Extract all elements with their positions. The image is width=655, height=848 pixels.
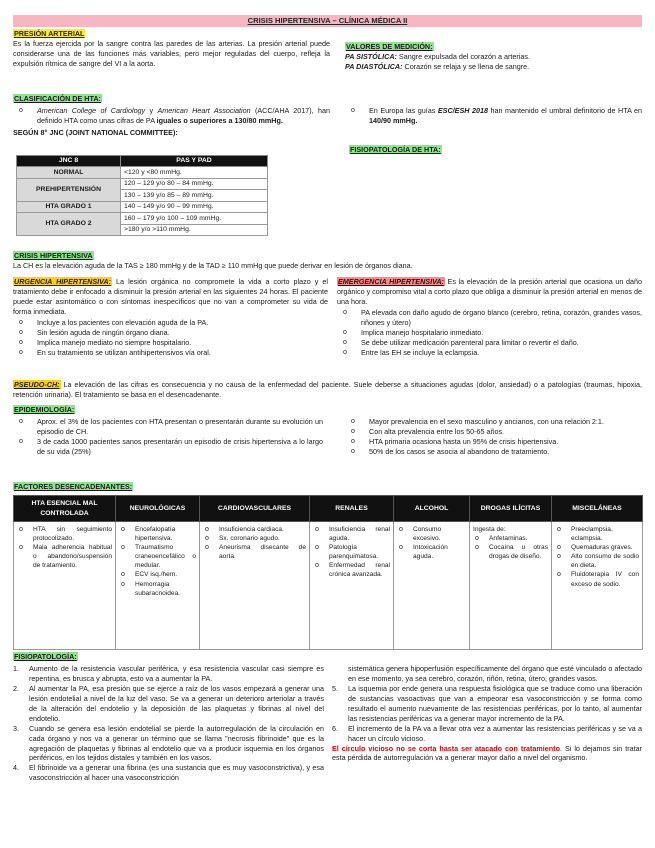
jnc-col-header: PAS Y PAD [121,156,268,167]
factores-cell-alcohol: o Consumo excesivo. o Intoxicación aguda. [394,522,470,650]
urgencia-item: o En su tratamiento se utilizan antihipertensivos vía oral. [13,348,328,358]
fisiopatologia-heading: FISIOPATOLOGÍA: [14,652,77,661]
emergencia-item: o Entre las EH se incluye la eclampsia. [337,348,642,358]
epidemiologia-right [345,417,642,457]
fisiopatologia-step: 3. Cuando se genera esa lesión endotelial se pierde la autorregulación de la circulación en cada órgano y nos va a generar un término que se llama "necrosis fibrinoide" que es la agregación de plaquetas y fibrinas al endotelio que va a producir isquemia en los órganos periféricos, en los tejidos distales y también en los vasos. [13,723,324,763]
emergencia-item: o PA elevada con daño agudo de órgano blanco (cerebro, retina, corazón, grandes vasos, riñones y útero) [337,308,642,328]
epidemiologia-heading: EPIDEMIOLOGÍA: [14,405,75,414]
factores-heading: FACTORES DESENCADENANTES: [14,482,133,491]
fisiopatologia-closing: El círculo vicioso no se corta hasta ser atacado con tratamiento. Si lo dejamos sin tratar esta pérdida de autorregulación va a generar mayor daño a nivel del organismo. [332,743,642,763]
valores-heading: VALORES DE MEDICIÓN: [346,42,433,51]
clasificacion-heading: CLASIFICACIÓN DE HTA: [14,94,101,103]
urgencia-item: o Incluye a los pacientes con elevación aguda de la PA. [13,318,328,328]
presion-heading: PRESIÓN ARTERIAL [14,29,85,38]
factores-table [13,495,643,650]
jnc-row-value: 140 – 149 y/o 90 – 99 mmHg. [121,201,268,213]
factores-col-header: CARDIOVASCULARES [200,496,310,522]
page-title: CRISIS HIPERTENSIVA – CLÍNICA MÉDICA II [247,16,408,25]
emergencia-text: EMERGENCIA HIPERTENSIVA: Es la elevación de la presión arterial que ocasiona un daño orgánico y compromiso vital a corto plazo que obliga a disminuir la presión arterial en menos de una hora. [337,277,642,306]
crisis-section [13,251,642,271]
pa-diastolica: PA DIASTÓLICA: Corazón se relaja y se llena de sangre. [345,61,530,71]
crisis-text: La CH es la elevación aguda de la TAS ≥ 180 mmHg y de la TAD ≥ 110 mmHg que puede derivar en lesión de órganos diana. [13,260,413,270]
urgencia-text: URGENCIA HIPERTENSIVA: La lesión orgánica no compromete la vida a corto plazo y el tratamiento debe ir enfocado a disminuir la presión arterial en las siguientes 24 horas. El paciente puede estar asintomático o con síntomas inespecíficos que no van a comprometer su vida de forma inmediata. [13,277,328,316]
factores-col-header: RENALES [310,496,394,522]
factores-col-header: DROGAS ILÍCITAS [470,496,552,522]
epidemiologia-item: o 50% de los casos se asocia al abandono de tratamiento. [345,447,642,457]
epidemiologia-item: o HTA primaria ocasiona hasta un 95% de crisis hipertensiva. [345,437,642,447]
epidemiologia-item: o Con alta prevalencia entre los 50-65 años. [345,427,642,437]
factores-cell-neuro: o Encefalopatía hipertensiva. o Traumatismo craneoencefálico o medular. o ECV isq./hem. o Hemorragia subaracnoidea. [116,522,200,650]
jnc-row-label: HTA GRADO 1 [17,201,121,213]
fisio-hta-heading-block [349,145,442,155]
emergencia-section [337,277,642,358]
page-header [13,15,642,27]
epidemiologia-item: o Aprox. el 3% de los pacientes con HTA presentan o presentarán durante su evolución un episodio de CH. [13,417,323,437]
factores-cell-misc: o Preeclampsia, eclampsia. o Quemaduras graves. o Alto consumo de sodio en dieta. o Fluidoterapia IV con exceso de sodio. [552,522,643,650]
factores-cell-drogas: Ingesta de: o Anfetaminas. o Cocaína u otras drogas de diseño. [470,522,552,650]
jnc-row-label: HTA GRADO 2 [17,213,121,236]
fisiopatologia-step: 1. Aumento de la resistencia vascular periférica, y esa resistencia vascular casi siempre es repentina, es brusca y abrupta, esto va a aumentar la PA. [13,664,324,683]
jnc-row-value: <120 y <80 mmHg. [121,167,268,179]
pseudo-section [13,380,642,400]
jnc-row-value: >180 y/o >110 mmHg. [121,224,268,236]
factores-cell-renal: o Insuficiencia renal aguda. o Patología parenquimatosa. o Enfermedad renal crónica avanzada. [310,522,394,650]
jnc-col-header: JNC 8 [17,156,121,167]
factores-col-header: ALCOHOL [394,496,470,522]
pa-sistolica: PA SISTÓLICA: Sangre expulsada del corazón a arterias. [345,51,530,61]
jnc-table [16,155,268,236]
urgencia-section [13,277,328,358]
fisiopatologia-heading-block [13,652,78,662]
jnc-row-value: 120 – 129 y/o 80 – 84 mmHg. [121,178,268,190]
clasificacion-item: o American College of Cardiology y American Heart Association (ACC/AHA 2017), han definido HTA como unas cifras de PA iguales o superiores a 130/80 mmHg. [13,106,330,126]
fisiopatologia-step: 4. El fibrinoide va a generar una fibrina (es una sustancia que es muy vasoconstrictiva), y esa vasoconstricción al hacer una vasoconstricción [13,763,324,783]
jnc-row-label: PREHIPERTENSIÓN [17,178,121,201]
pseudo-text: PSEUDO-CH: La elevación de las cifras es consecuencia y no causa de la enfermedad del paciente. Suele deberse a situaciones agudas (dolor, ansiedad) o a patologías (traumas, hipoxia, retención urinaria). El tratamiento se basa en el desencadenante. [13,380,642,399]
fisiopatologia-right [332,664,642,763]
presion-section [13,29,330,69]
fisio-hta-heading: FISIOPATOLOGÍA DE HTA: [350,145,441,154]
epidemiologia-section [13,405,642,415]
valores-section [345,42,642,72]
emergencia-item: o Se debe utilizar medicación parenteral para limitar o revertir el daño. [337,338,642,348]
europa-item: o En Europa las guías ESC/ESH 2018 han mantenido el umbral definitorio de HTA en 140/90 mmHg. [345,106,642,126]
fisiopatologia-step: 5. La isquemia por ende genera una respuesta fisiológica que se traduce como una liberación de sustancias vasoactivas que van a empeorar esa vasoconstricción y se forma como resultado el aumento nuevamente de las resistencias periféricas, por lo tanto, al aumentar las resistencias periféricas va a generar mayor incremento de la PA. [332,683,642,723]
fisiopatologia-step: 2. Al aumentar la PA, esa presión que se ejerce a raíz de los vasos empezará a generar una lesión endotelial a nivel de la luz del vaso. Se va a generar un deterioro arteriolar a través de la alteración del endotelio y la deposición de las plaquetas y fibrinas al nivel del endotelio. [13,683,324,723]
epidemiologia-item: o 3 de cada 1000 pacientes sanos presentarán un episodio de crisis hipertensiva a lo largo de su vida (25%) [13,437,323,457]
factores-col-header: HTA ESENCIAL MAL CONTROLADA [14,496,116,522]
fisiopatologia-left [13,664,324,783]
factores-cell-hta: o HTA sin seguimiento protocolizado. o Mala adherencia habitual o abandono/suspensión de tratamiento. [14,522,116,650]
jnc-row-value: 160 – 179 y/o 100 – 109 mmHg. [121,213,268,225]
urgencia-item: o Sin lesión aguda de ningún órgano diana. [13,328,328,338]
epidemiologia-left [13,417,323,457]
jnc-row-value: 130 – 139 y/o 85 – 89 mmHg. [121,190,268,202]
factores-col-header: MISCELÁNEAS [552,496,643,522]
factores-heading-block [13,482,133,492]
clasificacion-section [13,94,330,138]
fisiopatologia-step: 6. El incremento de la PA va a llevar otra vez a aumentar las resistencias periféricas y se va a hacer un círculo vicioso. [332,723,642,743]
epidemiologia-item: o Mayor prevalencia en el sexo masculino y ancianos, con una relación 2:1. [345,417,642,427]
emergencia-item: o Implica manejo hospitalario inmediato. [337,328,642,338]
europa-section [345,106,642,126]
presion-text: Es la fuerza ejercida por la sangre contra las paredes de las arterias. La presión arterial puede considerarse una de las funciones más variables, pero mejor reguladas del cuerpo, refleja la expulsión rítmica de sangre del VI a la aorta. [13,38,330,68]
jnc-label: SEGÚN 8° JNC (JOINT NATIONAL COMMITTEE): [13,127,178,137]
factores-cell-cardio: o Insuficiencia cardiaca. o Sx. coronario agudo. o Aneurisma disecante de aorta. [200,522,310,650]
crisis-heading: CRISIS HIPERTENSIVA [14,251,93,260]
jnc-row-label: NORMAL [17,167,121,179]
factores-col-header: NEUROLÓGICAS [116,496,200,522]
fisiopatologia-continuation: sistemática genera hipoperfusión específicamente del órgano que esté vinculado o afectado en ese momento, ya sea cerebro, corazón, riñón, retina, útero, grandes vasos. [348,664,642,683]
urgencia-item: o Implica manejo mediato no siempre hospitalario. [13,338,328,348]
